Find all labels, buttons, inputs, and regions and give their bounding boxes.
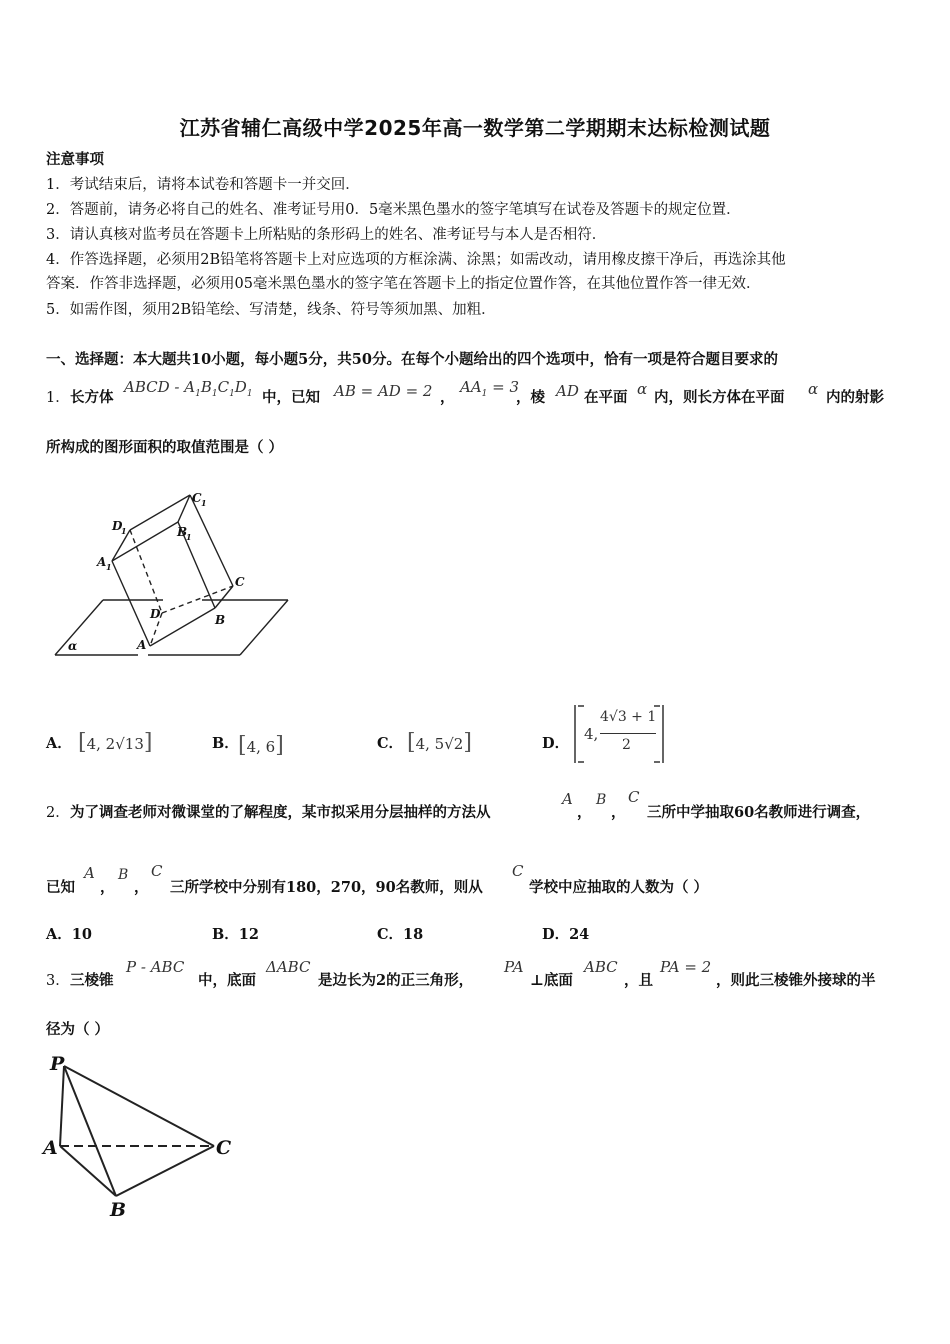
- q1-math-ad: AD: [556, 382, 579, 400]
- q2-text: 三所学校中分别有180，270，90名教师，则从: [170, 879, 483, 896]
- edge-c1c: [190, 495, 233, 586]
- q1-text: ，棱: [516, 389, 545, 406]
- q2-math-c: C: [512, 862, 524, 880]
- edge-ab: [60, 1146, 116, 1196]
- bracket-left: [: [78, 730, 87, 755]
- label-alpha: α: [68, 639, 78, 653]
- q3-number: 3．: [46, 973, 70, 989]
- math-sub: 1: [246, 389, 253, 399]
- q3-math-pa2: PA = 2: [660, 958, 712, 976]
- fraction-denominator: 2: [622, 737, 631, 753]
- q2-comma: ，: [134, 879, 149, 896]
- math-text: B: [200, 378, 212, 396]
- plane-edge: [240, 600, 288, 655]
- label-sub: 1: [121, 526, 127, 536]
- q1-option-d-label: D．: [542, 735, 570, 752]
- bracket-right: ]: [275, 733, 284, 758]
- q1-math-aa1: [460, 378, 519, 399]
- math-text: 4, 2√13: [86, 735, 144, 753]
- math-sub: 1: [195, 389, 201, 399]
- q1-option-a-label: A．: [46, 735, 72, 752]
- q3-text: ，且: [624, 972, 653, 989]
- q2-text: 学校中应抽取的人数为（ ）: [529, 879, 709, 896]
- q1-option-c-value: [407, 730, 472, 755]
- edge-pc: [64, 1066, 214, 1146]
- label-a1: A: [97, 555, 107, 569]
- fraction-numerator: 4√3 + 1: [600, 709, 657, 725]
- option-label: C．: [377, 926, 404, 943]
- label-p: P: [50, 1053, 65, 1075]
- math-text: = 3: [487, 378, 520, 396]
- q1-math-alpha: α: [637, 380, 648, 398]
- q1-math-alpha: α: [808, 380, 819, 398]
- q3-text: 中，底面: [198, 972, 256, 989]
- label-d: D: [150, 607, 161, 621]
- math-sub: 1: [481, 389, 488, 399]
- q2-math-c: C: [151, 862, 163, 880]
- bracket-left: [: [407, 730, 416, 755]
- label-sub: 1: [186, 532, 192, 542]
- section-heading: 一、选择题：本大题共10小题，每小题5分，共50分。在每个小题给出的四个选项中，恰有一项是符合题目要求的: [46, 351, 778, 368]
- label-b: B: [110, 1199, 127, 1221]
- math-sub: 1: [229, 389, 235, 399]
- label-c1: C: [192, 491, 202, 505]
- q3-math-pa: PA: [504, 958, 524, 976]
- option-value: 12: [238, 926, 259, 943]
- math-text: D: [234, 378, 247, 396]
- label-c: C: [216, 1137, 232, 1159]
- q2-math-b: B: [118, 867, 129, 883]
- edge-bc: [116, 1146, 214, 1196]
- q2-text: 为了调查老师对微课堂的了解程度，某市拟采用分层抽样的方法从: [70, 804, 491, 821]
- q3-text: 三棱锥: [70, 972, 114, 989]
- label-b1: B: [177, 525, 188, 539]
- q1-text-line2: 所构成的图形面积的取值范围是（ ）: [46, 439, 284, 456]
- q2-text: 三所中学抽取60名教师进行调查，: [647, 804, 871, 821]
- q2-math-a: A: [84, 864, 95, 882]
- q1-cuboid-figure: [50, 485, 300, 670]
- q1-text: 长方体: [70, 389, 114, 406]
- bracket-left-top: [578, 705, 584, 707]
- bracket-right-top: [654, 705, 660, 707]
- edge-pb: [64, 1066, 116, 1196]
- q2-math-c: C: [628, 788, 640, 806]
- plane-edge: [55, 600, 103, 655]
- option-value: 10: [71, 926, 92, 943]
- notice-item: 答案．作答非选择题，必须用05毫米黑色墨水的签字笔在答题卡上的指定位置作答，在其他位置作答一律无效．: [46, 276, 761, 292]
- q2-comma: ，: [100, 879, 115, 896]
- label-sub: 1: [106, 562, 112, 572]
- q1-number: 1．: [46, 390, 70, 406]
- option-label: D．: [542, 926, 570, 943]
- notice-item: 4．作答选择题，必须用2B铅笔将答题卡上对应选项的方框涂满、涂黑；如需改动，请用橡皮擦干净后，再选涂其他: [46, 252, 786, 268]
- label-c: C: [235, 575, 245, 589]
- page-title: 江苏省辅仁高级中学2025年高一数学第二学期期末达标检测试题: [179, 116, 771, 140]
- q1-text: 中，已知: [262, 389, 320, 406]
- q3-math-pabc: P - ABC: [126, 958, 185, 976]
- q3-text: 是边长为2的正三角形，: [318, 972, 474, 989]
- bracket-right-bottom: [654, 761, 660, 763]
- q1-option-c-label: C．: [377, 735, 404, 752]
- q2-option-a: [46, 925, 92, 945]
- q1-text: 在平面: [584, 389, 628, 406]
- math-text: ABCD - A: [124, 378, 196, 396]
- math-text: 4, 5√2: [415, 735, 464, 753]
- q1-math-ab: AB = AD = 2: [334, 382, 433, 400]
- q2-option-d: [542, 925, 589, 945]
- notice-item: 3．请认真核对监考员在答题卡上所粘贴的条形码上的姓名、准考证号与本人是否相符．: [46, 227, 607, 243]
- bracket-left-bottom: [578, 761, 584, 763]
- option-value: 24: [569, 926, 590, 943]
- option-value: 18: [403, 926, 424, 943]
- bracket-right: [662, 705, 664, 763]
- q3-text: ⊥底面: [530, 972, 573, 989]
- q2-option-b: [212, 925, 259, 945]
- edge-a1a: [112, 561, 150, 646]
- bracket-right: ]: [463, 730, 472, 755]
- q2-math-b: B: [596, 792, 607, 808]
- q1-text: 内的射影: [826, 389, 884, 406]
- bracket-right: ]: [143, 730, 153, 755]
- q2-number: 2．: [46, 805, 70, 821]
- q3-math-triangle: ΔABC: [266, 958, 311, 976]
- math-text: 4,: [584, 725, 599, 743]
- q3-text: ，则此三棱锥外接球的半: [716, 972, 876, 989]
- math-sub: 1: [211, 389, 218, 399]
- label-a: A: [137, 638, 147, 652]
- q2-math-a: A: [562, 790, 573, 808]
- edge-pa: [60, 1066, 64, 1146]
- q1-option-d-value: [574, 705, 666, 765]
- label-d1: D: [112, 519, 123, 533]
- bracket-left: [: [238, 733, 247, 758]
- q1-text: 内，则长方体在平面: [654, 389, 785, 406]
- q1-math-solid: [124, 378, 253, 399]
- math-text: AA: [460, 378, 482, 396]
- bracket-left: [574, 705, 576, 763]
- q2-text: 已知: [46, 879, 75, 896]
- math-text: 4, 6: [246, 738, 276, 756]
- q2-option-c: [377, 925, 423, 945]
- option-label: A．: [46, 926, 72, 943]
- q3-math-abc: ABC: [584, 958, 618, 976]
- q1-option-b-label: B．: [212, 735, 239, 752]
- notice-item: 1．考试结束后，请将本试卷和答题卡一并交回．: [46, 177, 360, 193]
- label-b: B: [215, 613, 226, 627]
- notice-heading: 注意事项: [46, 151, 104, 168]
- q1-option-a-value: [78, 730, 152, 755]
- notice-item: 2．答题前，请务必将自己的姓名、准考证号用0．5毫米黑色墨水的签字笔填写在试卷及答题卡的规定位置．: [46, 202, 741, 218]
- q3-pyramid-figure: [40, 1050, 240, 1222]
- q2-comma: ，: [577, 804, 592, 821]
- label-sub: 1: [201, 498, 207, 508]
- notice-item: 5．如需作图，须用2B铅笔绘、写清楚，线条、符号等须加黑、加粗．: [46, 302, 496, 318]
- q3-text-line2: 径为（ ）: [46, 1021, 110, 1038]
- q1-text: ，: [440, 389, 455, 406]
- q1-option-b-value: [238, 733, 284, 758]
- fraction-bar: [600, 733, 656, 734]
- q2-comma: ，: [611, 804, 626, 821]
- math-text: C: [217, 378, 230, 396]
- label-a: A: [43, 1137, 58, 1159]
- option-label: B．: [212, 926, 239, 943]
